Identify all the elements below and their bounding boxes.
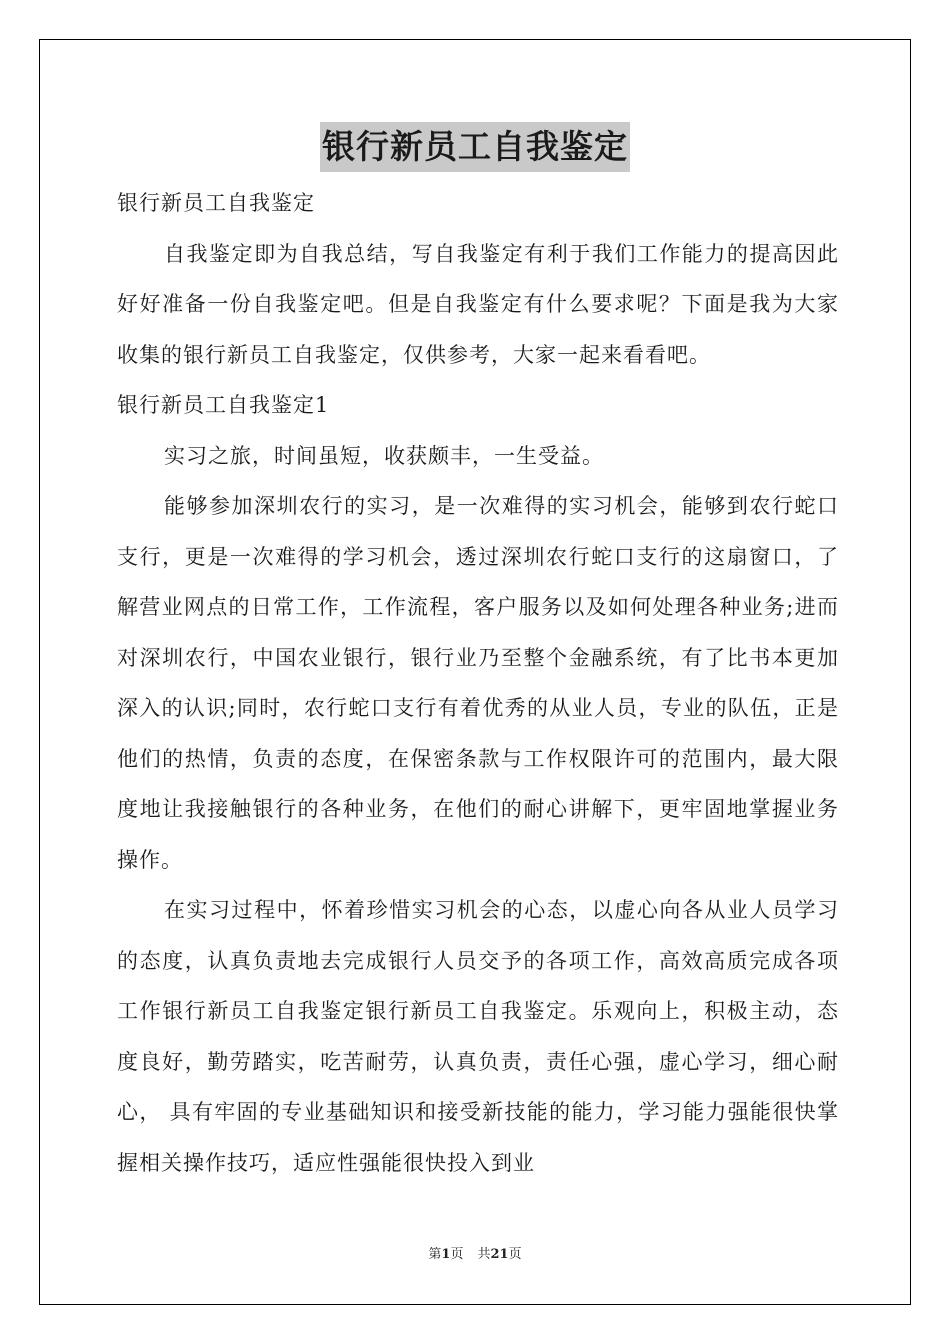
document-body bbox=[117, 178, 839, 1188]
paragraph-body: 能够参加深圳农行的实习，是一次难得的实习机会，能够到农行蛇口支行，更是一次难得的学习机会，透过深圳农行蛇口支行的这扇窗口，了解营业网点的日常工作，工作流程，客户服务以及如何处理各种业务;进而对深圳农行，中国农业银行，银行业乃至整个金融系统，有了比书本更加深入的认识;同时，农行蛇口支行有着优秀的从业人员，专业的队伍，正是他们的热情，负责的态度，在保密条款与工作权限许可的范围内，最大限度地让我接触银行的各种业务，在他们的耐心讲解下，更牢固地掌握业务操作。 bbox=[117, 494, 839, 872]
footer-page-suffix: 页 bbox=[450, 1247, 464, 1262]
paragraph-body: 在实习过程中，怀着珍惜实习机会的心态，以虚心向各从业人员学习的态度，认真负责地去完成银行人员交予的各项工作，高效高质完成各项工作银行新员工自我鉴定银行新员工自我鉴定。乐观向上，积极主动，态度良好，勤劳踏实，吃苦耐劳，认真负责，责任心强，虚心学习，细心耐心， 具有牢固的专业基础知识和接受新技能的能力，学习能力强能很快掌握相关操作技巧，适应性强能很快投入到业 bbox=[117, 898, 839, 1175]
page-footer bbox=[0, 1247, 950, 1263]
paragraph-heading: 银行新员工自我鉴定 bbox=[117, 191, 315, 215]
footer-page-number: 1 bbox=[441, 1247, 451, 1262]
footer-total-pages: 21 bbox=[490, 1247, 509, 1262]
footer-prefix: 第 bbox=[428, 1247, 442, 1262]
document-title-text: 银行新员工自我鉴定 bbox=[320, 122, 630, 172]
paragraph-intro: 自我鉴定即为自我总结，写自我鉴定有利于我们工作能力的提高因此好好准备一份自我鉴定吧。但是自我鉴定有什么要求呢？下面是我为大家收集的银行新员工自我鉴定，仅供参考，大家一起来看看吧。 bbox=[117, 241, 839, 367]
footer-total-suffix: 页 bbox=[508, 1247, 522, 1262]
footer-total-prefix: 共 bbox=[477, 1247, 491, 1262]
paragraph-section-heading: 银行新员工自我鉴定1 bbox=[117, 393, 330, 417]
document-title bbox=[0, 122, 950, 172]
paragraph-body: 实习之旅，时间虽短，收获颇丰，一生受益。 bbox=[164, 443, 604, 468]
